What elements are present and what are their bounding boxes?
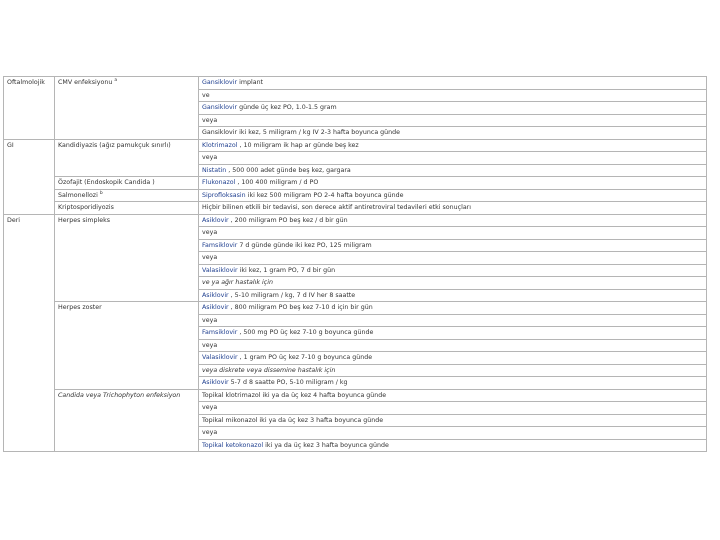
treatment-text: günde üç kez PO, 1.0-1.5 gram	[237, 104, 337, 111]
condition-label: Herpes zoster	[58, 304, 102, 311]
table-row	[4, 389, 707, 402]
treatment-cell	[199, 414, 707, 427]
drug-link[interactable]: Flukonazol	[202, 179, 236, 186]
drug-link[interactable]: Klotrimazol	[202, 141, 238, 149]
category-cell	[4, 139, 55, 214]
treatment-text: , 500 mg PO üç kez 7-10 g boyunca günde	[237, 329, 374, 336]
treatment-cell	[199, 77, 707, 90]
treatment-text: 7 d günde günde iki kez PO, 125 miligram	[237, 241, 372, 249]
treatment-cell	[199, 264, 707, 277]
treatment-text: 5-7 d 8 saatte PO, 5-10 miligram / kg	[228, 379, 348, 386]
drug-link[interactable]: Famsiklovir	[202, 241, 238, 249]
table-row	[4, 139, 707, 152]
treatment-cell	[199, 239, 707, 252]
condition-cell	[55, 189, 199, 202]
treatment-cell	[199, 252, 707, 265]
drug-link[interactable]: Nistatin	[202, 166, 227, 174]
condition-label: Kandidiyazis (ağız pamukçuk sınırlı)	[58, 141, 171, 149]
table-row	[4, 302, 707, 315]
treatment-text: veya	[202, 316, 218, 324]
category-label: Oftalmolojik	[7, 79, 45, 86]
condition-label: Candida veya Trichophyton enfeksiyon	[58, 391, 181, 399]
treatment-cell	[199, 352, 707, 365]
condition-cell	[55, 139, 199, 177]
condition-cell	[55, 214, 199, 302]
footnote-marker: a	[114, 77, 118, 83]
treatment-cell	[199, 314, 707, 327]
treatment-text: veya	[202, 229, 218, 236]
condition-cell	[55, 389, 199, 452]
treatment-cell	[199, 139, 707, 152]
treatment-cell	[199, 302, 707, 315]
drug-link[interactable]: Valasiklovir	[202, 354, 238, 361]
condition-cell	[55, 302, 199, 390]
treatment-cell	[199, 152, 707, 165]
treatment-text: implant	[237, 79, 264, 86]
treatment-cell	[199, 114, 707, 127]
treatment-text: , 500 000 adet günde beş kez, gargara	[226, 166, 351, 174]
treatment-text: , 100 400 miligram / d PO	[235, 179, 319, 186]
treatment-text: Hiçbir bilinen etkili bir tedavisi, son derece aktif antiretroviral tedavileri etki sonuçları	[202, 204, 472, 211]
drug-link[interactable]: Asiklovir	[202, 379, 229, 386]
category-cell	[4, 214, 55, 452]
drug-link[interactable]: Valasiklovir	[202, 266, 238, 274]
treatment-text: , 5-10 miligram / kg, 7 d IV her 8 saatte	[228, 291, 356, 299]
table-row	[4, 202, 707, 215]
category-label: Deri	[7, 216, 21, 224]
treatment-cell	[199, 427, 707, 440]
drug-link[interactable]: Asiklovir	[202, 216, 229, 224]
drug-link[interactable]: Topikal ketokonazol	[202, 441, 264, 449]
treatment-cell	[199, 177, 707, 190]
drug-link[interactable]: Famsiklovir	[202, 329, 238, 336]
treatment-cell	[199, 402, 707, 415]
condition-cell	[55, 177, 199, 190]
treatment-cell	[199, 364, 707, 377]
footnote-marker: b	[99, 190, 103, 196]
drug-link[interactable]: Asiklovir	[202, 291, 229, 299]
treatment-cell	[199, 389, 707, 402]
treatment-text: iki kez, 1 gram PO, 7 d bir gün	[237, 266, 336, 274]
treatment-cell	[199, 327, 707, 340]
drug-link[interactable]: Asiklovir	[202, 304, 229, 311]
treatment-cell	[199, 102, 707, 115]
condition-label: Herpes simpleks	[58, 216, 111, 224]
condition-label: Kriptosporidiyozis	[58, 204, 114, 211]
treatment-text: veya	[202, 429, 218, 436]
condition-label: Özofajit (Endoskopik Candida )	[58, 179, 155, 186]
treatment-text: veya diskrete veya dissemine hastalık için	[202, 366, 336, 374]
drug-link[interactable]: Siprofloksasin	[202, 191, 246, 199]
treatment-cell	[199, 439, 707, 452]
table-row	[4, 177, 707, 190]
treatment-cell	[199, 289, 707, 302]
condition-cell	[55, 202, 199, 215]
treatment-text: veya	[202, 404, 218, 411]
treatment-text: veya	[202, 341, 218, 349]
treatment-cell	[199, 339, 707, 352]
treatment-text: Topikal klotrimazol iki ya da üç kez 4 hafta boyunca günde	[202, 391, 387, 399]
drug-link[interactable]: Gansiklovir	[202, 79, 238, 86]
treatment-cell	[199, 189, 707, 202]
category-cell	[4, 77, 55, 140]
treatment-cell	[199, 214, 707, 227]
treatment-text: Gansiklovir iki kez, 5 miligram / kg IV 2-3 hafta boyunca günde	[202, 129, 401, 136]
condition-label: CMV enfeksiyonu	[58, 79, 113, 86]
treatment-text: ve	[202, 91, 210, 99]
treatment-text: veya	[202, 116, 218, 124]
treatment-table-body	[4, 77, 707, 452]
treatment-text: Topikal mikonazol iki ya da üç kez 3 hafta boyunca günde	[202, 416, 384, 424]
drug-link[interactable]: Gansiklovir	[202, 104, 238, 111]
treatment-text: , 800 miligram PO beş kez 7-10 d için bir gün	[228, 304, 373, 311]
condition-label: Salmonellozi	[58, 191, 98, 199]
treatment-cell	[199, 127, 707, 140]
treatment-text: , 1 gram PO üç kez 7-10 g boyunca günde	[237, 354, 373, 361]
treatment-cell	[199, 164, 707, 177]
treatment-text: veya	[202, 254, 218, 261]
treatment-cell	[199, 89, 707, 102]
treatment-text: , 200 miligram PO beş kez / d bir gün	[228, 216, 348, 224]
treatment-cell	[199, 202, 707, 215]
treatment-text: iki kez 500 miligram PO 2-4 hafta boyunca günde	[245, 191, 404, 199]
treatment-table	[3, 76, 707, 452]
treatment-text: , 10 miligram ik hap ar günde beş kez	[237, 141, 359, 149]
treatment-cell	[199, 377, 707, 390]
treatment-cell	[199, 277, 707, 290]
condition-cell	[55, 77, 199, 140]
treatment-text: ve ya ağır hastalık için	[202, 279, 273, 286]
table-row	[4, 77, 707, 90]
table-row	[4, 189, 707, 202]
treatment-cell	[199, 227, 707, 240]
category-label: GI	[7, 141, 14, 149]
table-row	[4, 214, 707, 227]
treatment-text: veya	[202, 154, 218, 161]
treatment-text: iki ya da üç kez 3 hafta boyunca günde	[263, 441, 389, 449]
